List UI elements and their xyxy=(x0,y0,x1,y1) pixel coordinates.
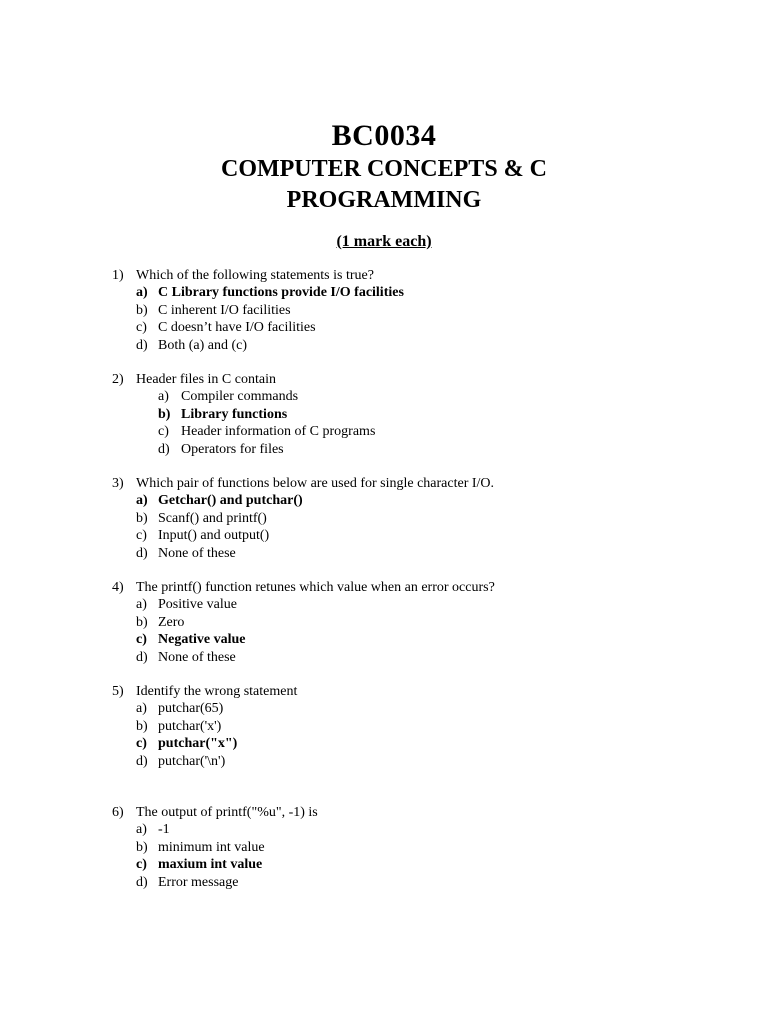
option-b xyxy=(0,302,768,319)
option-letter: b) xyxy=(158,406,171,422)
option-text: Positive value xyxy=(158,597,237,613)
option-b xyxy=(0,510,768,527)
option-letter: b) xyxy=(136,718,148,734)
option-text: Error message xyxy=(158,874,239,890)
option-d xyxy=(0,441,768,458)
option-d xyxy=(0,649,768,666)
question-stem xyxy=(0,804,768,821)
option-letter: c) xyxy=(136,857,147,873)
option-text: Library functions xyxy=(181,406,288,422)
option-d xyxy=(0,337,768,354)
option-letter: d) xyxy=(158,441,170,457)
question-text: The output of printf("%u", -1) is xyxy=(136,805,318,820)
option-text: putchar("x") xyxy=(158,736,238,752)
course-title-line-1: COMPUTER CONCEPTS & C xyxy=(220,156,547,182)
question-5 xyxy=(0,683,768,770)
option-letter: a) xyxy=(158,389,169,405)
option-text: C Library functions provide I/O facilities xyxy=(158,285,404,301)
question-text: The printf() function retunes which value when an error occurs? xyxy=(136,580,495,595)
option-text: Getchar() and putchar() xyxy=(158,493,303,509)
course-title-line-2: PROGRAMMING xyxy=(286,187,482,213)
option-text: None of these xyxy=(158,649,236,665)
option-letter: a) xyxy=(136,822,147,838)
option-c xyxy=(0,423,768,440)
option-text: maxium int value xyxy=(158,857,263,873)
option-text: Input() and output() xyxy=(158,528,270,544)
question-stem xyxy=(0,475,768,492)
option-d xyxy=(0,874,768,891)
option-letter: d) xyxy=(136,874,148,890)
question-number: 3) xyxy=(112,476,124,491)
question-number: 4) xyxy=(112,580,124,595)
option-text: Negative value xyxy=(158,632,246,648)
question-stem xyxy=(0,683,768,700)
option-text: Zero xyxy=(158,614,185,630)
option-text: -1 xyxy=(158,822,170,838)
option-c xyxy=(0,319,768,336)
question-text: Header files in C contain xyxy=(136,372,276,387)
course-title xyxy=(0,154,768,216)
option-b xyxy=(0,406,768,423)
option-text: C doesn’t have I/O facilities xyxy=(158,320,316,336)
option-b xyxy=(0,614,768,631)
option-a xyxy=(0,700,768,717)
option-text: Compiler commands xyxy=(181,389,299,405)
question-3 xyxy=(0,475,768,562)
option-letter: d) xyxy=(136,545,148,561)
question-text: Which pair of functions below are used for single character I/O. xyxy=(136,476,495,491)
question-2 xyxy=(0,371,768,458)
option-a xyxy=(0,492,768,509)
question-text: Identify the wrong statement xyxy=(136,684,298,699)
option-text: Operators for files xyxy=(181,441,284,457)
option-letter: c) xyxy=(136,320,147,336)
option-letter: b) xyxy=(136,614,148,630)
option-text: Both (a) and (c) xyxy=(158,337,248,353)
option-letter: a) xyxy=(136,285,148,301)
question-stem xyxy=(0,371,768,388)
question-stem xyxy=(0,579,768,596)
option-b xyxy=(0,839,768,856)
option-letter: b) xyxy=(136,839,148,855)
option-letter: b) xyxy=(136,510,148,526)
question-number: 5) xyxy=(112,684,124,699)
option-c xyxy=(0,631,768,648)
question-6 xyxy=(0,804,768,891)
option-letter: c) xyxy=(158,424,169,440)
option-letter: a) xyxy=(136,493,148,509)
option-a xyxy=(0,821,768,838)
course-code: BC0034 xyxy=(331,119,437,152)
question-4 xyxy=(0,579,768,666)
question-number: 1) xyxy=(112,268,124,283)
option-a xyxy=(0,284,768,301)
option-c xyxy=(0,527,768,544)
option-c xyxy=(0,735,768,752)
option-letter: c) xyxy=(136,736,147,752)
option-text: C inherent I/O facilities xyxy=(158,302,291,318)
option-c xyxy=(0,856,768,873)
option-letter: c) xyxy=(136,632,147,648)
question-number: 6) xyxy=(112,805,124,820)
option-a xyxy=(0,596,768,613)
option-text: Header information of C programs xyxy=(181,424,376,440)
option-text: putchar(65) xyxy=(158,701,224,717)
option-d xyxy=(0,545,768,562)
option-letter: b) xyxy=(136,302,148,318)
option-b xyxy=(0,718,768,735)
option-a xyxy=(0,388,768,405)
option-text: Scanf() and printf() xyxy=(158,510,267,526)
option-letter: d) xyxy=(136,649,148,665)
option-letter: a) xyxy=(136,701,147,717)
question-number: 2) xyxy=(112,372,124,387)
option-letter: d) xyxy=(136,753,148,769)
marks-note: (1 mark each) xyxy=(336,233,432,250)
option-text: putchar('\n') xyxy=(158,753,226,769)
option-text: minimum int value xyxy=(158,839,265,855)
option-letter: d) xyxy=(136,337,148,353)
option-letter: a) xyxy=(136,597,147,613)
question-stem xyxy=(0,267,768,284)
option-text: None of these xyxy=(158,545,236,561)
option-d xyxy=(0,753,768,770)
option-letter: c) xyxy=(136,528,147,544)
option-text: putchar('x') xyxy=(158,718,222,734)
question-1 xyxy=(0,267,768,354)
question-text: Which of the following statements is true? xyxy=(136,268,374,283)
